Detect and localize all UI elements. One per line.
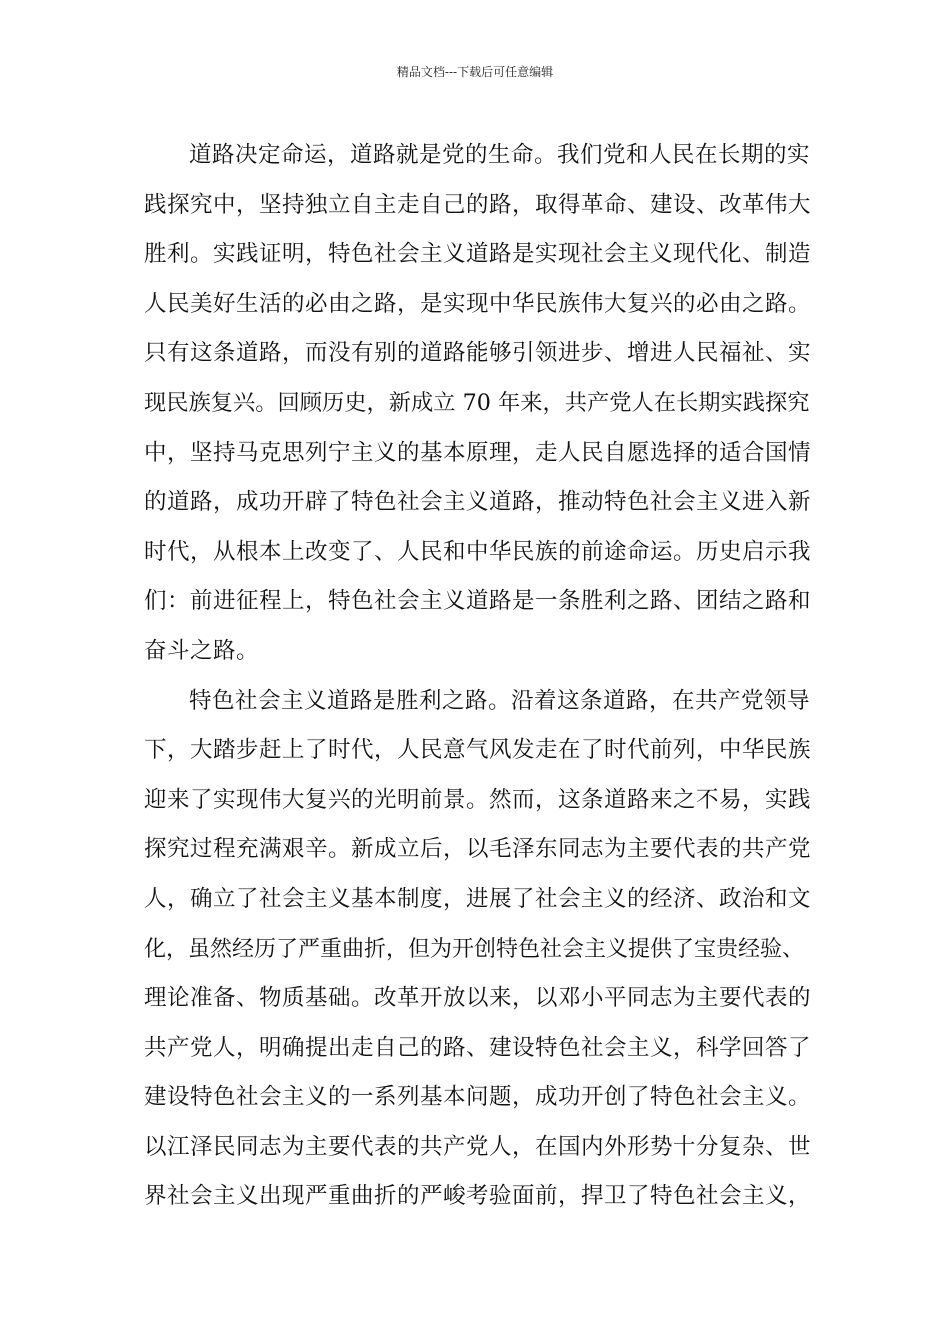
text-line: 理论准备、物质基础。改革开放以来，以邓小平同志为主要代表的 — [144, 985, 812, 1012]
text-line: 奋斗之路。 — [144, 637, 260, 664]
text-line: 特色社会主义道路是胜利之路。沿着这条道路，在共产党领导 — [189, 687, 811, 714]
text-line: 现民族复兴。回顾历史，新成立 70 年来，共产党人在长期实践探究 — [144, 389, 810, 416]
document-body — [144, 131, 810, 1222]
text-line: 们：前进征程上，特色社会主义道路是一条胜利之路、团结之路和 — [144, 588, 812, 615]
page-header: 精品文档---下载后可任意编辑 — [396, 65, 554, 79]
text-line: 中，坚持马克思列宁主义的基本原理，走人民自愿选择的适合国情 — [144, 439, 812, 466]
text-line: 共产党人，明确提出走自己的路、建设特色社会主义，科学回答了 — [144, 1034, 812, 1061]
text-line: 人，确立了社会主义基本制度，进展了社会主义的经济、政治和文 — [144, 885, 812, 912]
paragraph-2 — [144, 677, 810, 1223]
text-line: 践探究中，坚持独立自主走自己的路，取得革命、建设、改革伟大 — [144, 191, 812, 218]
text-line: 以江泽民同志为主要代表的共产党人，在国内外形势十分复杂、世 — [144, 1133, 812, 1160]
text-line: 只有这条道路，而没有别的道路能够引领进步、增进人民福祉、实 — [144, 340, 812, 367]
text-line: 迎来了实现伟大复兴的光明前景。然而，这条道路来之不易，实践 — [144, 786, 812, 813]
text-line: 建设特色社会主义的一系列基本问题，成功开创了特色社会主义。 — [144, 1084, 812, 1111]
text-line: 道路决定命运，道路就是党的生命。我们党和人民在长期的实 — [189, 142, 811, 168]
text-line: 人民美好生活的必由之路，是实现中华民族伟大复兴的必由之路。 — [144, 290, 812, 317]
text-line: 的道路，成功开辟了特色社会主义道路，推动特色社会主义进入新 — [144, 489, 812, 516]
text-line: 时代，从根本上改变了、人民和中华民族的前途命运。历史启示我 — [144, 538, 812, 565]
text-line: 下，大踏步赶上了时代，人民意气风发走在了时代前列，中华民族 — [144, 737, 812, 764]
text-line: 化，虽然经历了严重曲折，但为开创特色社会主义提供了宝贵经验、 — [144, 936, 805, 962]
text-line: 胜利。实践证明，特色社会主义道路是实现社会主义现代化、制造 — [144, 241, 812, 268]
paragraph-1 — [144, 131, 810, 677]
text-line: 探究过程充满艰辛。新成立后，以毛泽东同志为主要代表的共产党 — [144, 836, 812, 863]
text-line: 界社会主义出现严重曲折的严峻考验面前，捍卫了特色社会主义， — [144, 1183, 812, 1210]
